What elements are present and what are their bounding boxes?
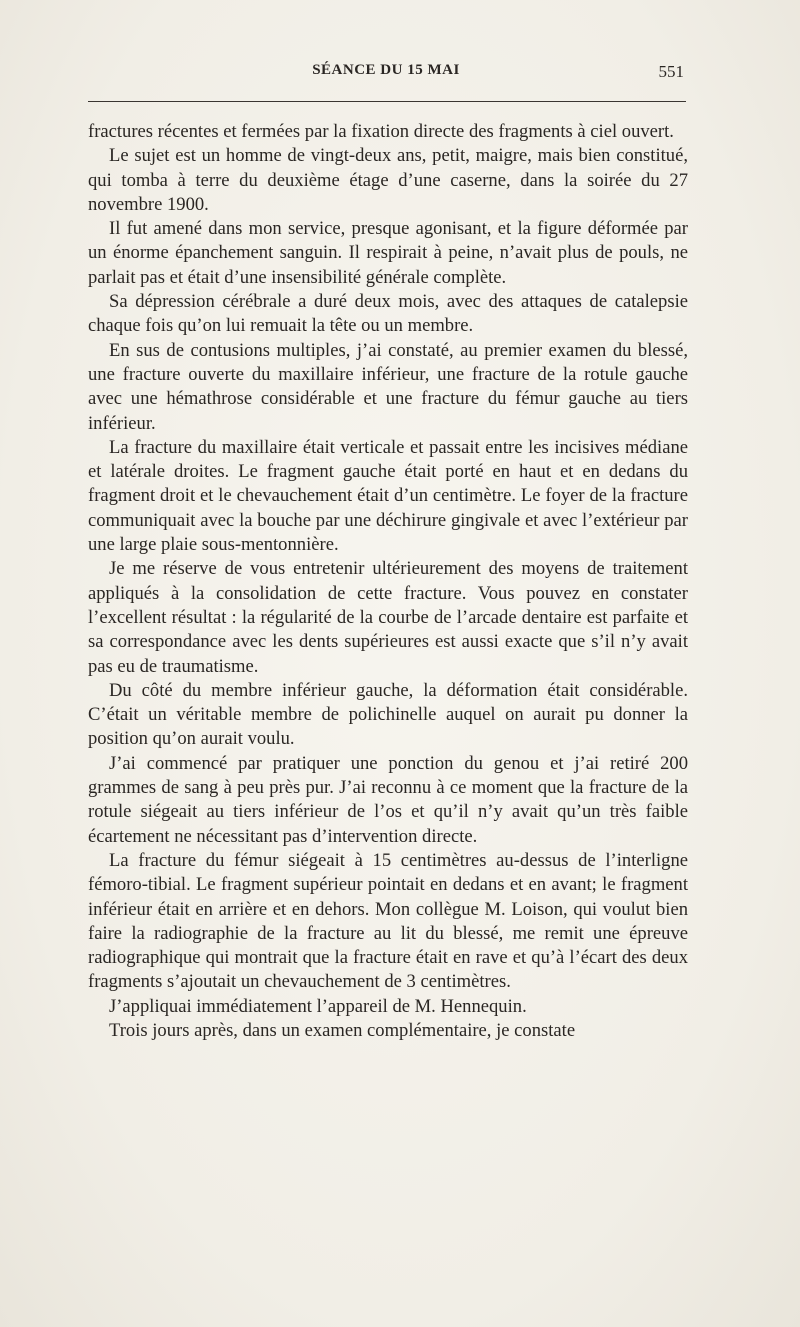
paragraph-continued: fractures récentes et fermées par la fixation directe des fragments à ciel ouvert.	[88, 121, 674, 142]
paragraph: J’ai commencé par pratiquer une ponction du genou et j’ai retiré 200 grammes de sang à peu près pur. J’ai reconnu à ce moment que la fracture de la rotule siégeait au tiers inférieur de l’os et qu’il n’y avait qu’un très faible écartement ne nécessitant pas d’intervention directe.	[88, 752, 688, 847]
paragraph: Trois jours après, dans un examen complémentaire, je constate	[109, 1019, 576, 1041]
paragraph: Du côté du membre inférieur gauche, la déformation était considérable. C’était un véritable membre de polichinelle auquel on aurait pu donner la position qu’on aurait voulu.	[88, 679, 688, 750]
paragraph: Le sujet est un homme de vingt-deux ans, petit, maigre, mais bien constitué, qui tomba à terre du deuxième étage d’une caserne, dans la soirée du 27 novembre 1900.	[88, 145, 688, 215]
paragraph: Sa dépression cérébrale a duré deux mois, avec des attaques de catalepsie chaque fois qu’on lui remuait la tête ou un membre.	[88, 291, 688, 337]
running-title: SÉANCE DU 15 MAI	[312, 62, 460, 78]
body-text	[88, 120, 688, 1043]
paragraph: En sus de contusions multiples, j’ai constaté, au premier examen du blessé, une fracture ouverte du maxillaire inférieur, une fracture de la rotule gauche avec une hémathrose considérable et une fracture du fémur gauche au tiers inférieur.	[88, 339, 688, 434]
header-rule	[88, 101, 686, 102]
paragraph: La fracture du fémur siégeait à 15 centimètres au-dessus de l’interligne fémoro-tibial. Le fragment supérieur pointait en dedans et en avant; le fragment inférieur était en arrière et en dehors. Mon collègue M. Loison, qui voulut bien faire la radiographie de la fracture au lit du blessé, me remit une épreuve radiographique qui montrait que la fracture était en rave et qu’à l’écart des deux fragments s’ajoutait un chevauchement de 3 centimètres.	[88, 849, 688, 993]
paragraph: Je me réserve de vous entretenir ultérieurement des moyens de traitement appliqués à la consolidation de cette fracture. Vous pouvez en constater l’excellent résultat : la régularité de la courbe de l’arcade dentaire est parfaite et sa correspondance avec les dents supérieures est aussi exacte que s’il n’y avait pas eu de traumatisme.	[88, 558, 688, 677]
page-number: 551	[658, 62, 684, 81]
paragraph: J’appliquai immédiatement l’appareil de M. Hennequin.	[109, 995, 527, 1017]
running-head	[86, 62, 686, 90]
paragraph: Il fut amené dans mon service, presque agonisant, et la figure déformée par un énorme épanchement sanguin. Il respirait à peine, n’avait plus de pouls, ne parlait pas et était d’une insensibilité générale complète.	[88, 218, 688, 288]
paragraph: La fracture du maxillaire était verticale et passait entre les incisives médiane et latérale droites. Le fragment gauche était porté en haut et en dedans du fragment droit et le chevauchement était d’un centimètre. Le foyer de la fracture communiquait avec la bouche par une déchirure gingivale et avec l’extérieur par une large plaie sous-mentonnière.	[88, 436, 688, 556]
